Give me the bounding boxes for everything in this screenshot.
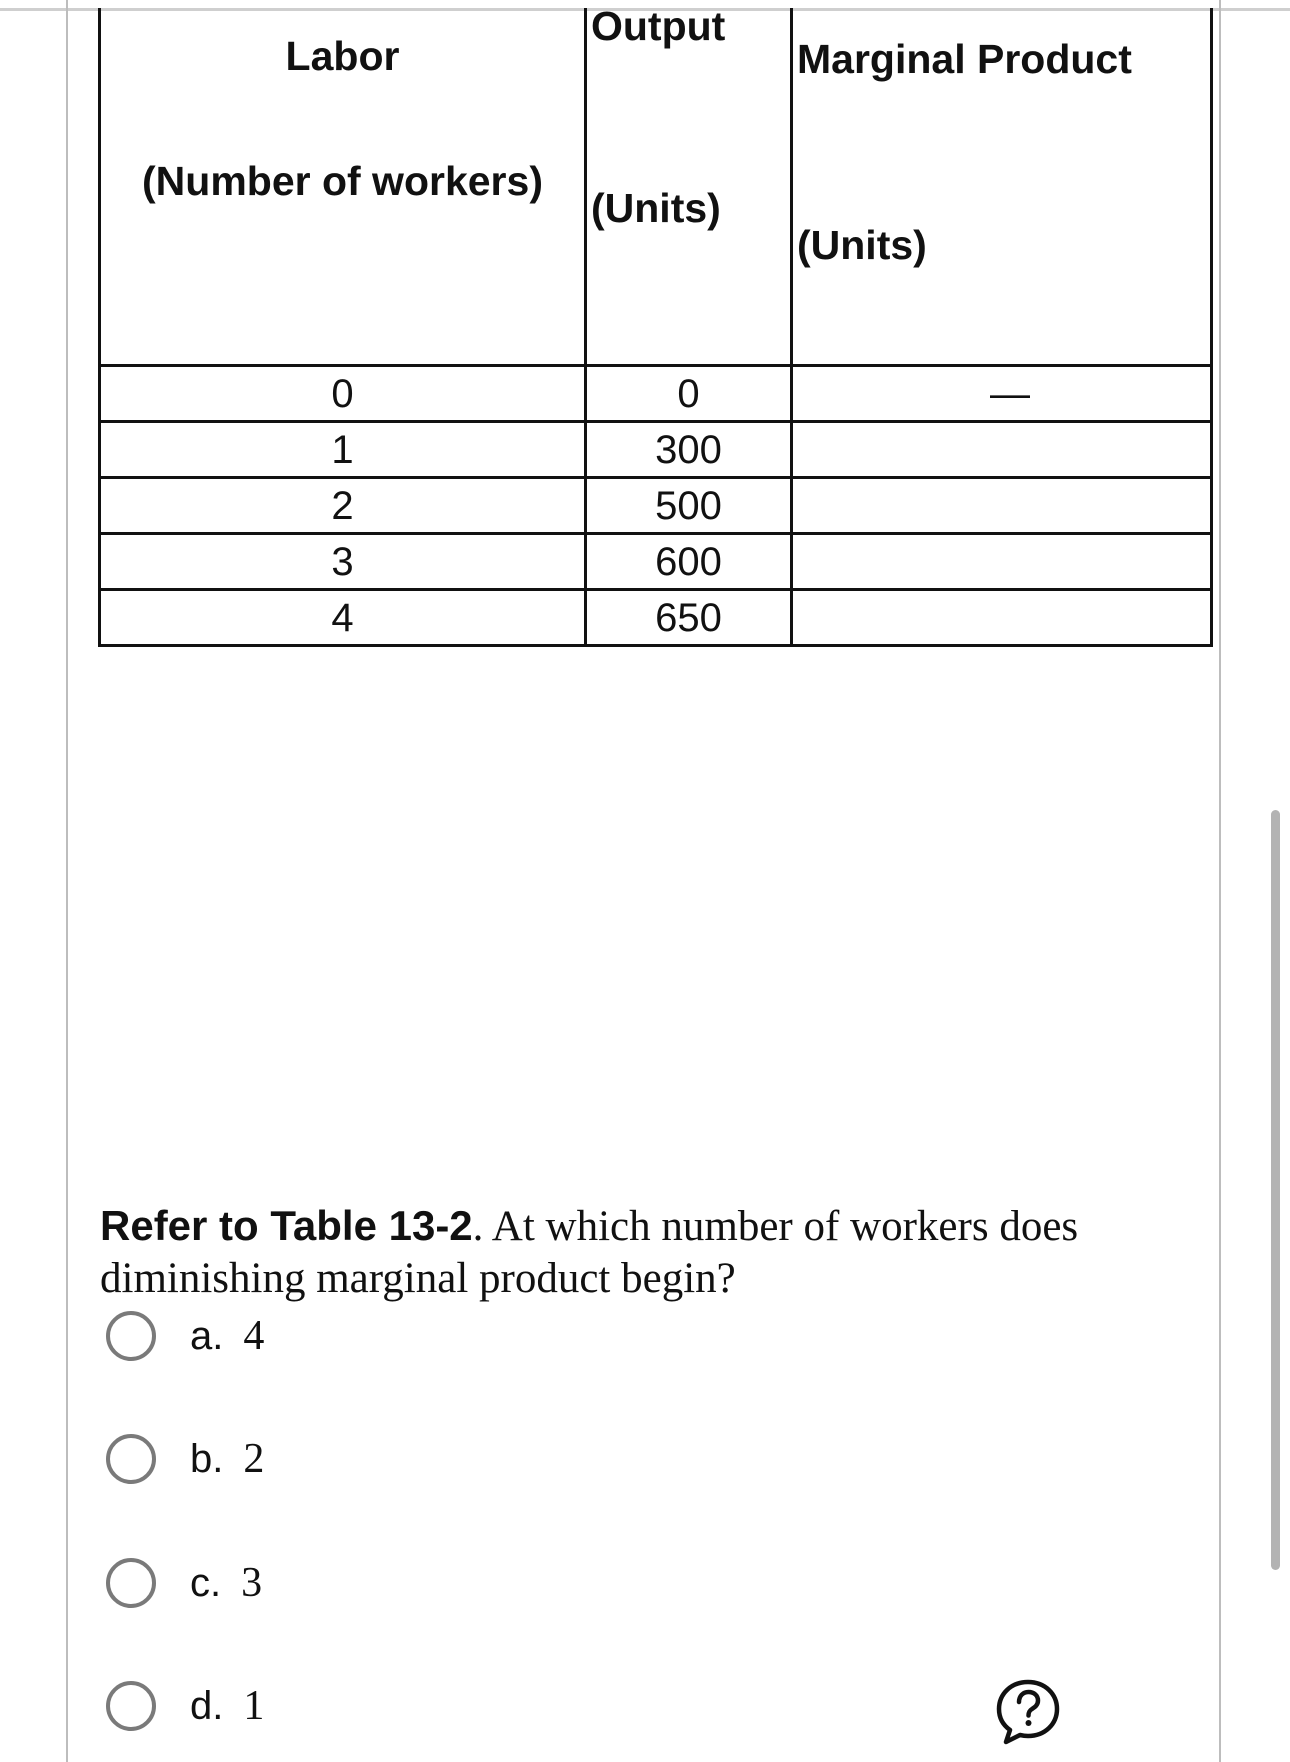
scrollbar-thumb[interactable] bbox=[1271, 810, 1280, 1570]
cell-labor: 1 bbox=[100, 422, 586, 478]
option-letter: b. bbox=[190, 1436, 224, 1481]
answer-option-d[interactable] bbox=[106, 1676, 264, 1736]
table-row bbox=[100, 478, 1212, 534]
cell-marginal-product bbox=[792, 478, 1212, 534]
answer-option-c[interactable] bbox=[106, 1553, 262, 1613]
header-mp-title: Marginal Product bbox=[797, 36, 1132, 82]
cell-marginal-product bbox=[792, 534, 1212, 590]
option-letter: c. bbox=[190, 1560, 222, 1605]
header-output-unit: (Units) bbox=[591, 185, 721, 231]
cell-output: 300 bbox=[586, 422, 792, 478]
option-value: 2 bbox=[243, 1436, 265, 1482]
cell-labor: 0 bbox=[100, 366, 586, 422]
cell-output: 0 bbox=[586, 366, 792, 422]
answer-option-b[interactable] bbox=[106, 1429, 264, 1489]
option-value: 1 bbox=[243, 1683, 265, 1729]
table-header-row bbox=[100, 8, 1212, 366]
header-labor-title: Labor bbox=[285, 33, 400, 79]
radio-button-icon[interactable] bbox=[106, 1558, 156, 1608]
production-table bbox=[98, 3, 1213, 647]
cell-output: 600 bbox=[586, 534, 792, 590]
cell-labor: 2 bbox=[100, 478, 586, 534]
cell-marginal-product bbox=[792, 590, 1212, 646]
table-row bbox=[100, 590, 1212, 646]
header-marginal-product bbox=[792, 8, 1212, 366]
cell-output: 500 bbox=[586, 478, 792, 534]
option-value: 4 bbox=[243, 1313, 265, 1359]
cell-marginal-product bbox=[792, 422, 1212, 478]
table-row bbox=[100, 422, 1212, 478]
radio-button-icon[interactable] bbox=[106, 1434, 156, 1484]
header-mp-unit: (Units) bbox=[797, 222, 927, 268]
question-text bbox=[100, 1200, 1180, 1305]
option-letter: a. bbox=[190, 1313, 224, 1358]
cell-labor: 3 bbox=[100, 534, 586, 590]
cell-output: 650 bbox=[586, 590, 792, 646]
header-output bbox=[586, 3, 792, 366]
help-bubble-icon[interactable] bbox=[992, 1676, 1064, 1748]
table-row bbox=[100, 534, 1212, 590]
header-output-title: Output bbox=[591, 3, 726, 49]
option-value: 3 bbox=[241, 1560, 263, 1606]
cell-marginal-product: — bbox=[792, 366, 1212, 422]
radio-button-icon[interactable] bbox=[106, 1681, 156, 1731]
answer-option-a[interactable] bbox=[106, 1306, 264, 1366]
content-frame-right-border bbox=[1219, 0, 1221, 1762]
header-labor bbox=[100, 8, 586, 366]
radio-button-icon[interactable] bbox=[106, 1311, 156, 1361]
header-labor-unit: (Number of workers) bbox=[142, 158, 543, 204]
table-row bbox=[100, 366, 1212, 422]
content-frame-left-border bbox=[66, 0, 68, 1762]
cell-labor: 4 bbox=[100, 590, 586, 646]
question-table-reference: Refer to Table 13-2 bbox=[100, 1202, 473, 1249]
option-letter: d. bbox=[190, 1683, 224, 1728]
question-body: . At which number of workers does diminishing marginal product begin? bbox=[100, 1203, 1079, 1302]
